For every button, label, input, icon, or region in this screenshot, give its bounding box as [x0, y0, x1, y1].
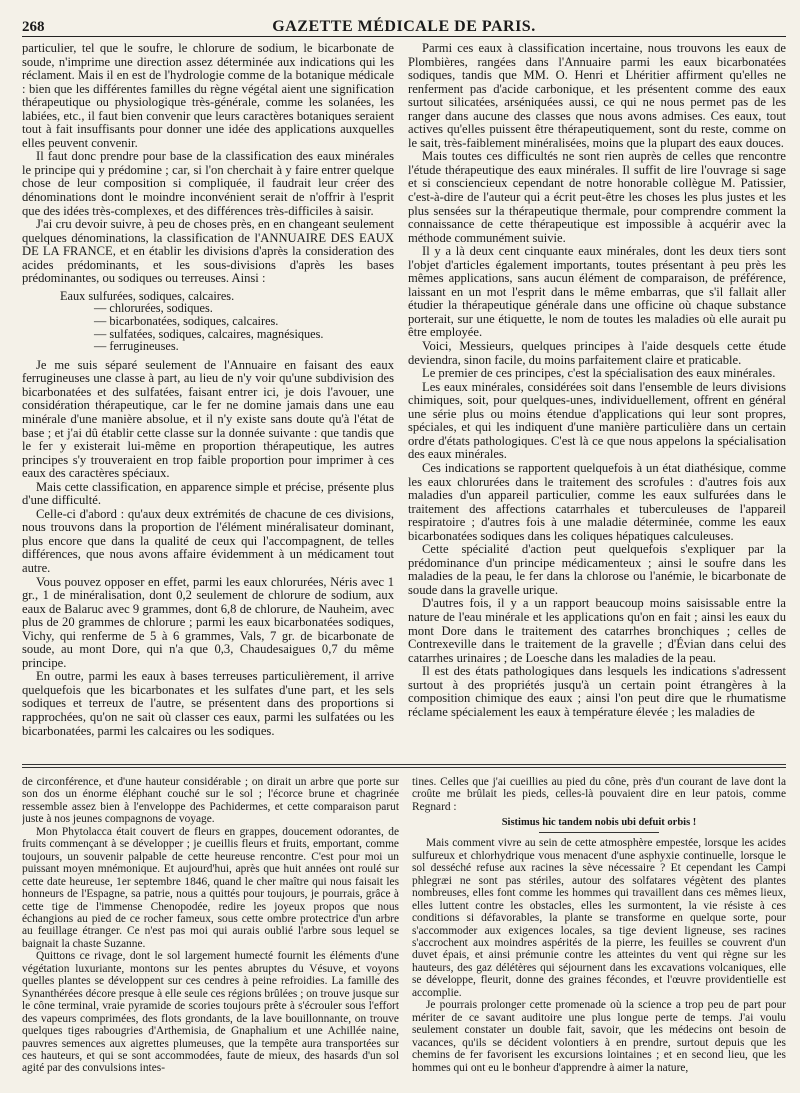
- paragraph: Il faut donc prendre pour base de la classification des eaux minérales le principe qui y prédomine ; car, si l'on cherchait à y faire entrer quelque chose de leur composition si compliquée, il faudrait leur créer des dénominations dont le moindre inconvénient serait de n'offrir à l'esprit que des idées très-complexes, et des différences très-difficiles à saisir.: [22, 149, 394, 218]
- feuilleton-divider: [22, 764, 786, 765]
- feuilleton-right-column: [412, 776, 786, 1088]
- feuilleton-left-column: [22, 776, 399, 1088]
- paragraph: Mais comment vivre au sein de cette atmosphère empestée, lorsque les acides sulfureux et chlorhydrique vous menacent d'une asphyxie continuelle, lorsque le sol desséché refuse aux racines la sève nécessaire ? Et cependant les Campi phlegræi ne sont pas stériles, autour des solfatares végètent des plantes nombreuses, elles font comme les hommes qui travaillent dans ces mêmes lieux, elles luttent contre les obstacles, elles les surmontent, la vie résiste à ces conditions si défavorables, la plante se transforme en quelque sorte, pour s'accommoder aux exigences locales, sa tige devient ligneuse, ses racines s'accrochent aux moindres aspérités de la pierre, les feuilles se couvrent d'un duvet épais, et ainsi prémunie contre les atteintes du vent qui règne sur les hauteurs, des gaz délétères qui séjournent dans les excavations volcaniques, elle se développe, fleurit, donne des graines fécondes, et l'œuvre providentielle est accomplie.: [412, 837, 786, 999]
- paragraph: particulier, tel que le soufre, le chlorure de sodium, le bicarbonate de soude, n'imprime une direction assez déterminée aux indications qui les réclament. Mais il en est de l'hydrologie comme de la botanique médicale : bien que les différentes familles du règne végétal aient une signification thérapeutique ou physiologique très-générale, comme les solanées, les labiées, etc., il faut bien convenir que leurs caractères botaniques seraient tout à fait insuffisants pour donner une idée des applications auxquelles elles peuvent convenir.: [22, 42, 394, 150]
- paragraph: Ces indications se rapportent quelquefois à un état diathésique, comme les eaux chlorurées dans le traitement des scrofules : d'autres fois aux maladies d'un appareil particulier, comme les eaux sulfurées dans le traitement des affections catarrhales et tuberculeuses de l'appareil respiratoire ; d'autres fois à une maladie déterminée, comme les eaux bicarbonatées sodiques dans les coliques hépatiques calculeuses.: [408, 460, 786, 543]
- paragraph: tines. Celles que j'ai cueillies au pied du cône, près d'un courant de lave dont la croûte me brûlait les pieds, celles-là pouvaient dire en leur patois, comme Regnard :: [412, 776, 786, 813]
- paragraph: Mais cette classification, en apparence simple et précise, présente plus d'une difficulté.: [22, 479, 394, 508]
- paragraph: Celle-ci d'abord : qu'aux deux extrémités de chacune de ces divisions, nous trouvons dans la proportion de l'élément minéralisateur dominant, plus encore que dans la qualité de ceux qui l'accompagnent, de telles différences, que nous avons affaire évidemment à un médicament tout autre.: [22, 506, 394, 576]
- latin-quote: Sistimus hic tandem nobis ubi defuit orbis !: [501, 817, 697, 829]
- paragraph: Vous pouvez opposer en effet, parmi les eaux chlorurées, Néris avec 1 gr., 1 de minéralisation, dont 0,2 seulement de chlorure de sodium, aux eaux de Balaruc avec 9 grammes, dont 6,8 de chlorure, de Nauheim, avec plus de 20 grammes de chlorure ; parmi les eaux bicarbonatées sodiques, Vichy, qui renferme de 5 à 6 grammes, Vals, 7 gr. de bicarbonate de soude, au mont Dore, qui n'a que 0,3, Chaudesaigues 0,7 du même principe.: [22, 574, 394, 670]
- paragraph: Parmi ces eaux à classification incertaine, nous trouvons les eaux de Plombières, rangées dans l'Annuaire parmi les eaux bicarbonatées sodiques, tandis que MM. O. Henri et Lhéritier affirment qu'elles ne renferment pas d'acide carbonique, et les présentent comme des eaux surtout silicatées, arséniquées aussi, ce qui ne nous permet pas de les ranger dans aucune des classes que nous avons admises. Ces eaux, tout actives qu'elles puissent être thérapeutiquement, sont du reste, comme on le sait, très-faiblement minéralisées, moins que la plupart des eaux douces.: [408, 42, 786, 150]
- page-number: 268: [22, 19, 45, 35]
- paragraph: Les eaux minérales, considérées soit dans l'ensemble de leurs divisions chimiques, soit, pour quelques-unes, individuellement, offrent en général une série plus ou moins étendue d'applications qui leur sont propres, spéciales, et qui les indiquent d'une manière particulière dans un certain ordre d'états pathologiques. C'est là ce que nous appelons la spécialisation des eaux minérales.: [408, 379, 786, 462]
- page-header: [22, 14, 786, 37]
- paragraph: En outre, parmi les eaux à bases terreuses particulièrement, il arrive quelquefois que les bicarbonates et les sulfates d'une part, et les sels sodiques et terreux de l'autre, se présentent dans des proportions si rapprochées, qu'on ne sait où classer ces eaux, parmi les sulfatées ou les bicarbonatées, parmi les calcaires ou les sodiques.: [22, 669, 394, 738]
- feuilleton-divider: [22, 767, 786, 768]
- quote-rule: [539, 832, 659, 833]
- list-item: — bicarbonatées, sodiques, calcaires.: [94, 314, 279, 329]
- paragraph: D'autres fois, il y a un rapport beaucoup moins saisissable entre la nature de l'eau minérale et les applications qu'on en fait ; ainsi les eaux du mont Dore dans le traitement des catarrhes bronchiques ; celles de Contrexeville dans le traitement de la gravelle ; d'Évian dans celui des catarrhes urinaires ; de Loesche dans les maladies de la peau.: [408, 596, 786, 665]
- paragraph: Cette spécialité d'action peut quelquefois s'expliquer par la prédominance d'un principe médicamenteux ; ainsi le soufre dans les maladies de la peau, le fer dans la chlorose ou l'anémie, le bicarbonate de soude dans la gravelle urique.: [408, 542, 786, 597]
- list-item: — sulfatées, sodiques, calcaires, magnésiques.: [94, 326, 324, 341]
- paragraph: Voici, Messieurs, quelques principes à l'aide desquels cette étude deviendra, sinon facile, du moins parfaitement claire et praticable.: [408, 339, 786, 367]
- list-item: Eaux sulfurées, sodiques, calcaires.: [60, 288, 235, 303]
- paragraph: Il y a là deux cent cinquante eaux minérales, dont les deux tiers sont l'objet d'articles également importants, toutes présentant à peu près les mêmes applications, sans aucun élément de comparaison, de préférence, laissant en un mot l'esprit dans le même embarras, que s'il fallait aller étudier la thérapeutique générale dans une officine où chaque substance porterait, sur une étiquette, le nom de toutes les maladies où elle aurait pu être employée.: [408, 244, 786, 340]
- main-article-right-column: [408, 42, 786, 756]
- main-article: [22, 42, 786, 756]
- paragraph: Je me suis séparé seulement de l'Annuaire en faisant des eaux ferrugineuses une classe à part, au lieu de n'y voir qu'une subdivision des bicarbonatées et des sulfatées, faisant entrer ici, je dois l'avouer, une considération thérapeutique, car le fer ne domine jamais dans une eau minérale d'une manière absolue, et il n'y existe sans doute qu'à l'état de base ; et j'ai dû établir cette classe sur la donnée suivante : que tandis que le fer y existerait lui-même en proportion thérapeutique, les autres principes s'y trouveraient en trop faible proportion pour imprimer à ces eaux des caractères spéciaux.: [22, 357, 394, 481]
- journal-title: GAZETTE MÉDICALE DE PARIS.: [272, 18, 536, 35]
- paragraph: Quittons ce rivage, dont le sol largement humecté fournit les éléments d'une végétation luxuriante, montons sur les pentes abruptes du Vésuve, et voyons quelles plantes se développent sur ces cendres à peine refroidies. La famille des Synanthérées décore presque à elle seule ces régions brûlées ; on trouve jusque sur le cône terminal, vraie pyramide de scories toujours prête à s'écrouler sous l'effort des vapeurs comprimées, des flots grondants, de la lave bouillonnante, on trouve quelques tiges rabougries d'Arthemisia, de Gnaphalium et une Achillée naine, pauvres semences aux aigrettes plumeuses, que la tempête aura transportées sur ces hauteurs, et qui se sont accommodées, faute de mieux, des hasards d'un sol agité par des convulsions intes-: [22, 950, 399, 1075]
- paragraph: Mais toutes ces difficultés ne sont rien auprès de celles que rencontre l'étude thérapeutique des eaux minérales. Il suffit de lire l'ouvrage si sage et si consciencieux cependant de notre honorable collègue M. Patissier, c'est-à-dire de l'auteur qui a écrit peut-être les choses les plus justes et les plus sensées sur la thérapeutique thermale, pour comprendre comment la connaissance de cette thérapeutique est impossible à acquérir avec la méthode communément suivie.: [408, 149, 786, 245]
- paragraph: Je pourrais prolonger cette promenade où la science a trop peu de part pour mériter de ce savant auditoire une plus longue perte de temps. J'ai voulu seulement constater un double fait, savoir, que les médecins ont besoin de vacances, qu'ils se décident volontiers à en prendre, surtout depuis que les chemins de fer favorisent les excursions lointaines ; et en second lieu, que les hommes qui ont eu le bonheur d'apprendre à aimer la nature,: [412, 999, 786, 1074]
- paragraph: Mon Phytolacca était couvert de fleurs en grappes, doucement odorantes, de fruits commençant à se développer ; je cueillis fleurs et fruits, emportant, comme toujours, un souvenir palpable de cette heureuse rencontre. C'est pour moi un puissant moyen mnémonique. Et aujourd'hui, après que huit années ont roulé sur cette date heureuse, 1er septembre 1846, quand le cher maître qui nous faisait les honneurs de l'Espagne, sa patrie, nous a quittés pour toujours, je pourrais, grâce à cette tige de l'immense Chenopodée, redire les joyeux propos que nous échangions au pied de ce rocher fameux, sous cette ombre protectrice d'un arbre au feuillage étranger. Ce n'est pas moi qui aurais oublié l'arbre sous lequel se baignait la chaste Suzanne.: [22, 825, 399, 950]
- paragraph: Le premier de ces principes, c'est la spécialisation des eaux minérales.: [422, 366, 776, 381]
- list-item: — ferrugineuses.: [94, 339, 179, 354]
- main-article-left-column: [22, 42, 394, 756]
- classification-list: [60, 290, 394, 353]
- paragraph: Il est des états pathologiques dans lesquels les indications s'adressent surtout à des propriétés jusqu'à un certain point étrangères à la composition chimique des eaux ; ainsi l'on peut dire que le rhumatisme réclame spécialement les eaux à température élevée ; les maladies de: [408, 664, 786, 719]
- paragraph: J'ai cru devoir suivre, à peu de choses près, en en changeant seulement quelques dénominations, la classification de l'ANNUAIRE DES EAUX DE LA FRANCE, et en établir les divisions d'après la consideration des acides prédominants, et les sous-divisions d'après les bases prédominantes, ou sodiques ou terreuses. Ainsi :: [22, 217, 394, 286]
- list-item: — chlorurées, sodiques.: [94, 301, 213, 316]
- paragraph: de circonférence, et d'une hauteur considérable ; on dirait un arbre que porte sur son dos un énorme éléphant couché sur le sol ; l'écorce brune et chagrinée ressemble assez bien à l'enveloppe des Pachidermes, et cette comparaison parut juste à nos jeunes compagnons de voyage.: [22, 776, 399, 826]
- feuilleton: [22, 776, 786, 1088]
